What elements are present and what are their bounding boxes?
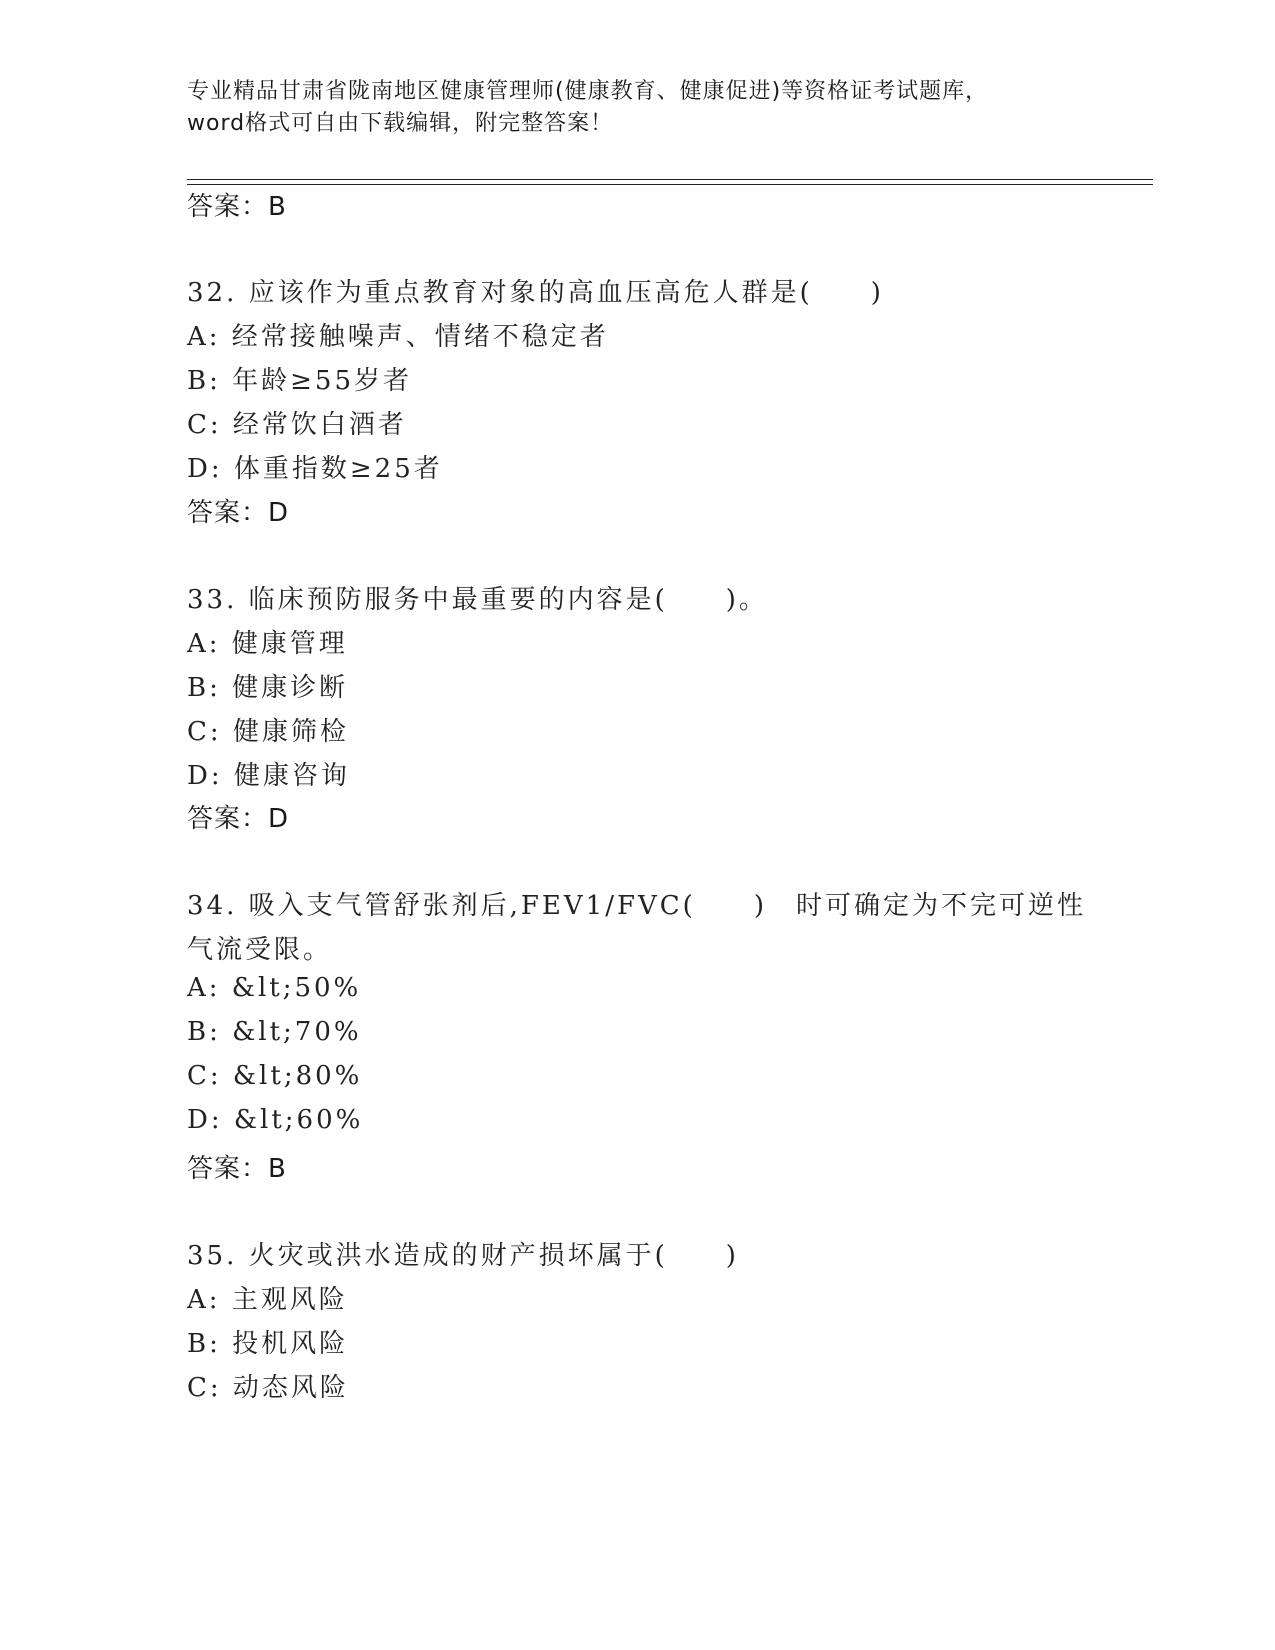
question-stem: 35. 火灾或洪水造成的财产损坏属于( ) — [187, 1241, 739, 1271]
option-c: C: 经常饮白酒者 — [187, 410, 407, 440]
answer-line: 答案：D — [187, 804, 290, 834]
option-c: C: &lt;80% — [187, 1061, 363, 1091]
option-a: A: 健康管理 — [187, 629, 348, 659]
option-b: B: 投机风险 — [187, 1329, 349, 1359]
answer-line: 答案：D — [187, 498, 290, 528]
document-header — [187, 76, 1087, 140]
question-stem: 34. 吸入支气管舒张剂后,FEV1/FVC( ) 时可确定为不完可逆性 — [187, 891, 1086, 921]
option-b: B: 健康诊断 — [187, 673, 349, 703]
answer-line: 答案：B — [187, 1154, 287, 1184]
option-a: A: 主观风险 — [187, 1285, 348, 1315]
header-line-1: 专业精品甘肃省陇南地区健康管理师(健康教育、健康促进)等资格证考试题库， — [187, 79, 989, 104]
option-d: D: 健康咨询 — [187, 761, 350, 791]
question-stem-continued: 气流受限。 — [187, 935, 333, 965]
option-d: D: &lt;60% — [187, 1105, 364, 1135]
option-b: B: 年龄≥55岁者 — [187, 366, 413, 396]
question-stem: 32. 应该作为重点教育对象的高血压高危人群是( ) — [187, 278, 884, 308]
option-a: A: &lt;50% — [187, 973, 362, 1003]
question-stem: 33. 临床预防服务中最重要的内容是( )。 — [187, 585, 768, 615]
option-c: C: 动态风险 — [187, 1373, 349, 1403]
option-a: A: 经常接触噪声、情绪不稳定者 — [187, 322, 609, 352]
header-divider-top — [187, 179, 1153, 180]
option-c: C: 健康筛检 — [187, 717, 349, 747]
header-line-2: word格式可自由下载编辑，附完整答案！ — [187, 111, 614, 136]
option-b: B: &lt;70% — [187, 1017, 362, 1047]
header-divider-bottom — [187, 184, 1153, 185]
answer-line: 答案：B — [187, 192, 287, 222]
option-d: D: 体重指数≥25者 — [187, 454, 443, 484]
